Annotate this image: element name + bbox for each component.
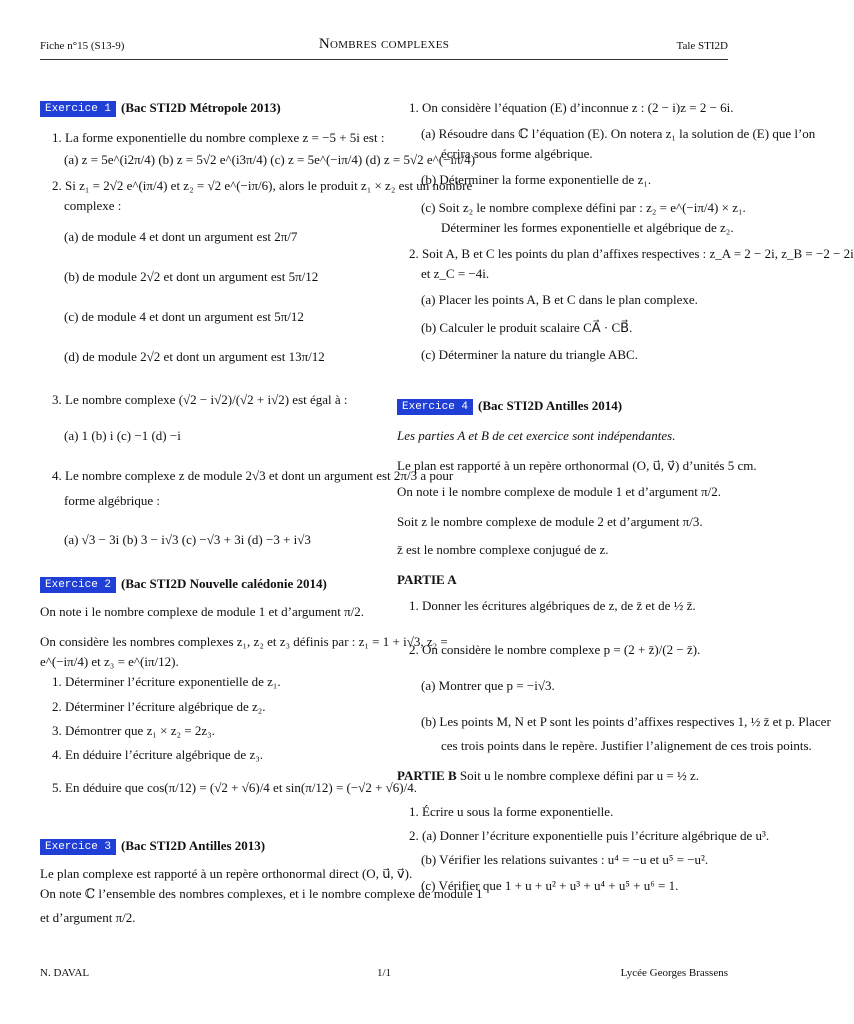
ex2-item-4: 4. En déduire l’écriture algébrique de z₃. — [52, 747, 263, 762]
exercise-1-heading — [40, 100, 281, 117]
ex1-q1-options: (a) z = 5e^(i2π/4) (b) z = 5√2 e^(i3π/4) (c) z = 5e^(−iπ/4) (d) z = 5√2 e^(−iπ/4) — [64, 152, 476, 167]
footer-page-number: 1/1 — [376, 967, 392, 979]
part-b-text: Soit u le nombre complexe défini par u = ½ z. — [459, 768, 699, 783]
ex3-r2-cont: et z_C = −4i. — [421, 266, 490, 281]
ex4-p1: Le plan est rapporté à un repère orthonormal (O, u⃗, v⃗) d’unités 5 cm. — [397, 458, 757, 473]
part-b-line — [397, 768, 699, 784]
ex2-item-5: 5. En déduire que cos(π/12) = (√2 + √6)/4 et sin(π/12) = (−√2 + √6)/4. — [52, 780, 417, 795]
exercise-title: (Bac STI2D Antilles 2013) — [121, 838, 266, 853]
ex3-r1-c-cont: Déterminer les formes exponentielle et algébrique de z₂. — [441, 220, 734, 235]
ex3-r1: 1. On considère l’équation (E) d’inconnue z : (2 − i)z = 2 − 6i. — [409, 100, 734, 115]
ex3-r1-b: (b) Déterminer la forme exponentielle de z₁. — [421, 172, 652, 187]
ex3-p3: et d’argument π/2. — [40, 910, 136, 925]
ex2-p2: On considère les nombres complexes z₁, z₂ et z₃ définis par : z₁ = 1 + i√3, z₂ = — [40, 634, 448, 649]
ex1-q4-options: (a) √3 − 3i (b) 3 − i√3 (c) −√3 + 3i (d) −3 + i√3 — [64, 532, 311, 547]
footer-school: Lycée Georges Brassens — [620, 967, 728, 979]
ex3-r1-c: (c) Soit z₂ le nombre complexe défini par : z₂ = e^(−iπ/4) × z₁. — [421, 200, 746, 215]
ex3-r1-a: (a) Résoudre dans ℂ l’équation (E). On notera z₁ la solution de (E) que l’on — [421, 126, 816, 141]
ex1-q2-d: (d) de module 2√2 et dont un argument est 13π/12 — [64, 349, 325, 364]
ex4-a2: 2. On considère le nombre complexe p = (2 + z̄)/(2 − z̄). — [409, 642, 701, 657]
ex4-b2-b: (b) Vérifier les relations suivantes : u⁴ = −u et u⁵ = −u². — [421, 852, 709, 867]
ex2-item-3: 3. Démontrer que z₁ × z₂ = 2z₃. — [52, 723, 215, 738]
ex3-p1: Le plan complexe est rapporté à un repère orthonormal direct (O, u⃗, v⃗). — [40, 866, 413, 881]
ex1-q2-c: (c) de module 4 et dont un argument est 5π/12 — [64, 309, 304, 324]
header-rule — [40, 59, 728, 60]
ex1-q4-cont: forme algébrique : — [64, 493, 161, 508]
sheet-number: Fiche n°15 (S13-9) — [40, 40, 125, 52]
exercise-tag: Exercice 1 — [40, 101, 116, 117]
ex1-q2: 2. Si z₁ = 2√2 e^(iπ/4) et z₂ = √2 e^(−iπ/6), alors le produit z₁ × z₂ est un nombre — [52, 178, 473, 193]
ex1-q1: 1. La forme exponentielle du nombre complexe z = −5 + 5i est : — [52, 130, 385, 145]
footer-author: N. DAVAL — [40, 967, 90, 979]
ex4-b2: 2. (a) Donner l’écriture exponentielle puis l’écriture algébrique de u³. — [409, 828, 770, 843]
ex1-q3-options: (a) 1 (b) i (c) −1 (d) −i — [64, 428, 181, 443]
ex3-r2: 2. Soit A, B et C les points du plan d’affixes respectives : z_A = 2 − 2i, z_B = −2 − 2i — [409, 246, 854, 261]
ex2-item-1: 1. Déterminer l’écriture exponentielle de z₁. — [52, 674, 281, 689]
exercise-2-heading — [40, 576, 327, 593]
ex1-q2-a: (a) de module 4 et dont un argument est 2π/7 — [64, 229, 298, 244]
exercise-title: (Bac STI2D Nouvelle calédonie 2014) — [121, 576, 327, 591]
exercise-title: (Bac STI2D Antilles 2014) — [478, 398, 623, 413]
ex4-p4: z̄ est le nombre complexe conjugué de z. — [397, 542, 609, 557]
exercise-tag: Exercice 3 — [40, 839, 116, 855]
class-level: Tale STI2D — [676, 40, 728, 52]
exercise-4-heading — [397, 398, 622, 415]
ex2-p1: On note i le nombre complexe de module 1 et d’argument π/2. — [40, 604, 365, 619]
ex1-q3: 3. Le nombre complexe (√2 − i√2)/(√2 + i√2) est égal à : — [52, 392, 348, 407]
ex3-r2-a: (a) Placer les points A, B et C dans le plan complexe. — [421, 292, 698, 307]
exercise-title: (Bac STI2D Métropole 2013) — [121, 100, 281, 115]
ex4-a2-a: (a) Montrer que p = −i√3. — [421, 678, 555, 693]
ex4-b2-c: (c) Vérifier que 1 + u + u² + u³ + u⁴ + u⁵ + u⁶ = 1. — [421, 878, 679, 893]
ex4-p3: Soit z le nombre complexe de module 2 et d’argument π/3. — [397, 514, 703, 529]
exercise-3-heading — [40, 838, 265, 855]
part-a-heading: PARTIE A — [397, 572, 457, 587]
ex1-q4: 4. Le nombre complexe z de module 2√3 et dont un argument est 2π/3 a pour — [52, 468, 454, 483]
exercise-tag: Exercice 4 — [397, 399, 473, 415]
ex3-p2: On note ℂ l’ensemble des nombres complexes, et i le nombre complexe de module 1 — [40, 886, 483, 901]
exercise-tag: Exercice 2 — [40, 577, 116, 593]
part-b-heading: PARTIE B — [397, 768, 457, 783]
ex2-item-2: 2. Déterminer l’écriture algébrique de z₂. — [52, 699, 266, 714]
ex4-b1: 1. Écrire u sous la forme exponentielle. — [409, 804, 614, 819]
ex4-p2: On note i le nombre complexe de module 1 et d’argument π/2. — [397, 484, 722, 499]
ex1-q2-cont: complexe : — [64, 198, 122, 213]
ex4-intro: Les parties A et B de cet exercice sont indépendantes. — [397, 428, 676, 443]
ex4-a1: 1. Donner les écritures algébriques de z, de z̄ et de ½ z̄. — [409, 598, 696, 613]
ex1-q2-b: (b) de module 2√2 et dont un argument est 5π/12 — [64, 269, 319, 284]
page-title: Nombres complexes — [318, 36, 450, 52]
ex3-r2-b: (b) Calculer le produit scalaire CA⃗ · CB⃗. — [421, 320, 633, 335]
ex3-r2-c: (c) Déterminer la nature du triangle ABC. — [421, 347, 638, 362]
ex3-r1-a-cont: écrira sous forme algébrique. — [441, 146, 593, 161]
ex2-p3: e^(−iπ/4) et z₃ = e^(iπ/12). — [40, 654, 179, 669]
ex4-a2-b-cont: ces trois points dans le repère. Justifier l’alignement de ces trois points. — [441, 738, 812, 753]
ex4-a2-b: (b) Les points M, N et P sont les points d’affixes respectives 1, ½ z̄ et p. Placer — [421, 714, 831, 729]
